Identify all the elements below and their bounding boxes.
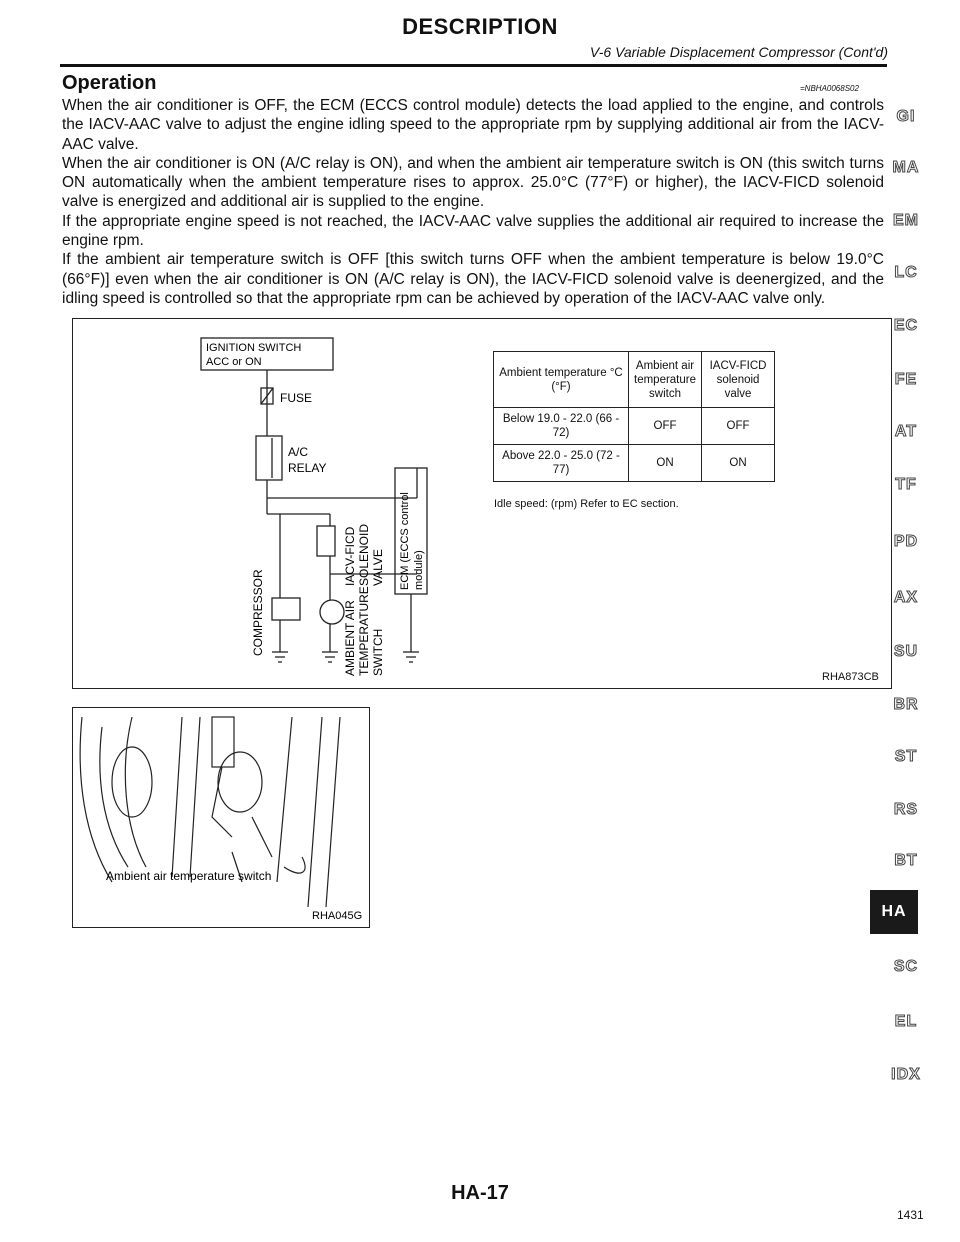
table-cell: ON: [702, 445, 775, 482]
side-tab-su[interactable]: SU: [893, 643, 919, 660]
compressor-label: COMPRESSOR: [251, 569, 265, 656]
switch-body: [218, 752, 262, 812]
relay-label-1: A/C: [288, 445, 309, 459]
side-tab-pd[interactable]: PD: [893, 533, 919, 550]
paragraph: If the appropriate engine speed is not reached, the IACV-AAC valve supplies the additional air required to increase the engine rpm.: [62, 212, 884, 250]
reference-code: =NBHA0068S02: [800, 84, 859, 93]
switch-location-illustration: [72, 707, 370, 928]
table-header-row: [494, 352, 775, 408]
idle-speed-note: Idle speed: (rpm) Refer to EC section.: [494, 498, 679, 510]
side-tab-idx[interactable]: IDX: [891, 1066, 921, 1083]
side-tab-tf[interactable]: TF: [895, 476, 917, 493]
side-tab-lc[interactable]: LC: [894, 264, 918, 281]
side-tab-ec[interactable]: EC: [893, 317, 919, 334]
solenoid-label-2: SOLENOID: [357, 523, 371, 586]
solenoid-label-1: IACV-FICD: [343, 526, 357, 586]
table-header: Ambient air temperature switch: [629, 352, 702, 408]
side-tab-bt[interactable]: BT: [894, 852, 918, 869]
ignition-label-1: IGNITION SWITCH: [206, 342, 302, 354]
solenoid-label-3: VALVE: [371, 549, 385, 586]
table-header: IACV-FICD solenoid valve: [702, 352, 775, 408]
section-title: Operation: [62, 72, 157, 94]
page-number: HA-17: [451, 1182, 509, 1204]
paragraph: When the air conditioner is OFF, the ECM (ECCS control module) detects the load applied to the engine, and controls the IACV-AAC valve to adjust the engine idling speed to the appropriate rpm by supplying additional air from the IACV-AAC valve.: [62, 97, 884, 153]
wheel-arc: [80, 717, 112, 882]
figure-code: RHA873CB: [822, 671, 879, 683]
relay-label-2: RELAY: [288, 461, 327, 475]
side-tab-sc[interactable]: SC: [893, 958, 919, 975]
relay-symbol: [256, 436, 282, 480]
table-row: [494, 408, 775, 445]
table-row: [494, 445, 775, 482]
ambient-switch-symbol: [320, 600, 344, 624]
photo-label: Ambient air temperature switch: [106, 869, 272, 883]
ecm-label-1: ECM (ECCS control: [399, 492, 411, 590]
table-cell: Above 22.0 - 25.0 (72 - 77): [494, 445, 629, 482]
table-cell: OFF: [629, 408, 702, 445]
paragraph: If the ambient air temperature switch is OFF [this switch turns OFF when the ambient temperature is below 19.0°C (66°F)] even when the air conditioner is ON (A/C relay is ON), the IACV-FICD solenoid valve is deenergized, and the idling speed is controlled so that the appropriate rpm can be achieved by operation of the IACV-AAC valve only.: [62, 251, 884, 307]
ambient-label-2: TEMPERATURE: [357, 586, 371, 676]
side-tab-st[interactable]: ST: [894, 748, 918, 765]
page-index: 1431: [897, 1208, 924, 1222]
document-subtitle: V-6 Variable Displacement Compressor (Cont'd): [589, 44, 888, 60]
document-title: DESCRIPTION: [402, 14, 558, 39]
side-tab-ha-active[interactable]: HA: [870, 890, 918, 934]
solenoid-coil-symbol: [317, 526, 335, 556]
body-text: [62, 96, 884, 308]
side-tab-rs[interactable]: RS: [893, 801, 919, 818]
side-tab-at[interactable]: AT: [894, 423, 918, 440]
side-tab-gi[interactable]: GI: [896, 108, 916, 125]
table-cell: ON: [629, 445, 702, 482]
side-tab-el[interactable]: EL: [894, 1013, 918, 1030]
header-rule: [60, 64, 887, 67]
compressor-clutch-symbol: [272, 598, 300, 620]
paragraph: When the air conditioner is ON (A/C relay is ON), and when the ambient air temperature switch is ON (this switch turns ON automatically when the ambient temperature rises to approx. 25.0°C (77°F) or higher), the IACV-FICD solenoid valve is energized and additional air is supplied to the engine.: [62, 154, 884, 211]
ambient-label-3: SWITCH: [371, 628, 385, 676]
ambient-label-1: AMBIENT AIR: [343, 600, 357, 676]
table-header: Ambient temperature °C (°F): [494, 352, 629, 408]
side-tab-fe[interactable]: FE: [894, 371, 918, 388]
ignition-label-2: ACC or ON: [206, 356, 262, 368]
side-tab-ma[interactable]: MA: [892, 159, 920, 176]
side-tab-ax[interactable]: AX: [893, 589, 919, 606]
ecm-label-2: module): [413, 550, 425, 590]
parameter-table: [493, 351, 775, 482]
table-cell: Below 19.0 - 22.0 (66 - 72): [494, 408, 629, 445]
side-tab-em[interactable]: EM: [893, 212, 919, 229]
table-cell: OFF: [702, 408, 775, 445]
fuse-label: FUSE: [280, 391, 313, 405]
side-tab-br[interactable]: BR: [893, 696, 919, 713]
photo-figure-code: RHA045G: [312, 910, 363, 922]
